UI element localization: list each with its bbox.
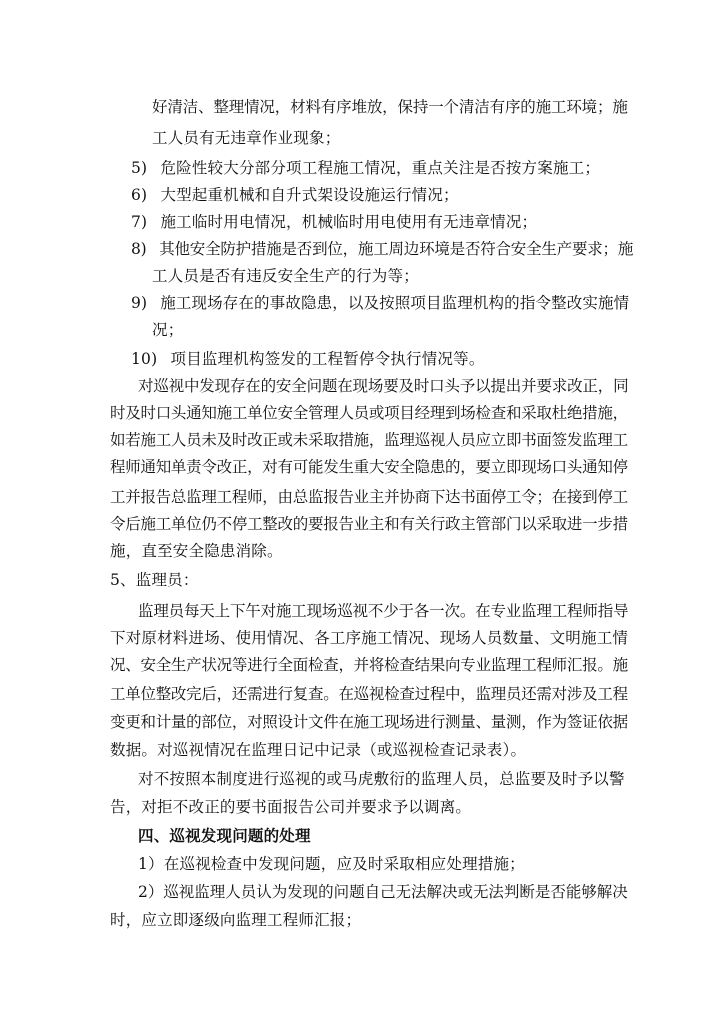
paragraph-1-line-4: 程师通知单责令改正，对有可能发生重大安全隐患的，要立即现场口头通知停 <box>110 458 628 476</box>
list-item-number: 7) <box>131 213 148 231</box>
section-4-heading: 四、巡视发现问题的处理 <box>138 826 311 845</box>
paragraph-2-line-1: 监理员每天上下午对施工现场巡视不少于各一次。在专业监理工程师指导 <box>138 602 629 620</box>
handling-item-2: 2）巡视监理人员认为发现的问题自己无法解决或无法判断是否能够解决 <box>138 883 628 901</box>
list-item-text: 施工临时用电情况，机械临时用电使用有无违章情况； <box>160 213 538 231</box>
list-item-text: 危险性较大分部分项工程施工情况，重点关注是否按方案施工； <box>160 159 601 177</box>
paragraph-1-line-5: 工并报告总监理工程师，由总监报告业主并协商下达书面停工令；在接到停工 <box>110 488 628 506</box>
list-item-8 <box>131 239 633 259</box>
list-item-number: 10) <box>131 350 158 368</box>
list-item-9-cont: 况； <box>152 321 184 339</box>
paragraph-2-line-5: 变更和计量的部位，对照设计文件在施工现场进行测量、量测，作为签证依据 <box>110 713 628 731</box>
handling-item-1: 1）在巡视检查中发现问题，应及时采取相应处理措施； <box>138 855 525 873</box>
paragraph-2-line-2: 下对原材料进场、使用情况、各工序施工情况、现场人员数量、文明施工情 <box>110 629 629 647</box>
paragraph-1-line-1: 对巡视中发现存在的安全问题在现场要及时口头予以提出并要求改正，同 <box>138 377 629 395</box>
handling-item-2-cont: 时，应立即逐级向监理工程师汇报； <box>110 911 362 929</box>
list-item-number: 9) <box>131 294 148 312</box>
list-item-6 <box>131 185 459 205</box>
list-item-text: 施工现场存在的事故隐患，以及按照项目监理机构的指令整改实施情 <box>160 294 630 312</box>
paragraph-3-line-2: 告，对拒不改正的要书面报告公司并要求予以调离。 <box>110 798 472 816</box>
paragraph-1-line-6: 令后施工单位仍不停工整改的要报告业主和有关行政主管部门以采取进一步措 <box>110 515 628 533</box>
paragraph-2-line-3: 况、安全生产状况等进行全面检查，并将检查结果向专业监理工程师汇报。施 <box>110 656 628 674</box>
list-item-number: 5) <box>131 159 148 177</box>
list-item-text: 项目监理机构签发的工程暂停令执行情况等。 <box>170 350 485 368</box>
paragraph-2-line-4: 工单位整改完后，还需进行复查。在巡视检查过程中，监理员还需对涉及工程 <box>110 685 628 703</box>
list-item-text: 大型起重机械和自升式架设设施运行情况； <box>160 186 459 204</box>
list-item-text: 其他安全防护措施是否到位，施工周边环境是否符合安全生产要求；施 <box>159 240 634 258</box>
paragraph-1-line-2: 时及时口头通知施工单位安全管理人员或项目经理到场检查和采取杜绝措施， <box>110 404 628 422</box>
list-item-10 <box>131 349 485 369</box>
paragraph-3-line-1: 对不按照本制度进行巡视的或马虎敷衍的监理人员，总监要及时予以警 <box>138 770 625 788</box>
item4-cont-line-1: 好清洁、整理情况，材料有序堆放，保持一个清洁有序的施工环境；施 <box>152 98 628 116</box>
list-item-5 <box>131 158 600 178</box>
list-item-7 <box>131 212 537 232</box>
section-5-title: 5、监理员： <box>110 571 199 589</box>
list-item-number: 8) <box>131 240 147 258</box>
list-item-9 <box>131 293 629 313</box>
paragraph-2-line-6: 数据。对巡视情况在监理日记中记录（或巡视检查记录表）。 <box>110 741 527 759</box>
item4-cont-line-2: 工人员有无违章作业现象； <box>152 129 341 147</box>
list-item-number: 6) <box>131 186 148 204</box>
list-item-8-cont: 工人员是否有违反安全生产的行为等； <box>152 267 419 285</box>
paragraph-1-line-3: 如若施工人员未及时改正或未采取措施，监理巡视人员应立即书面签发监理工 <box>110 431 628 449</box>
paragraph-1-line-7: 施，直至安全隐患消除。 <box>110 542 283 560</box>
